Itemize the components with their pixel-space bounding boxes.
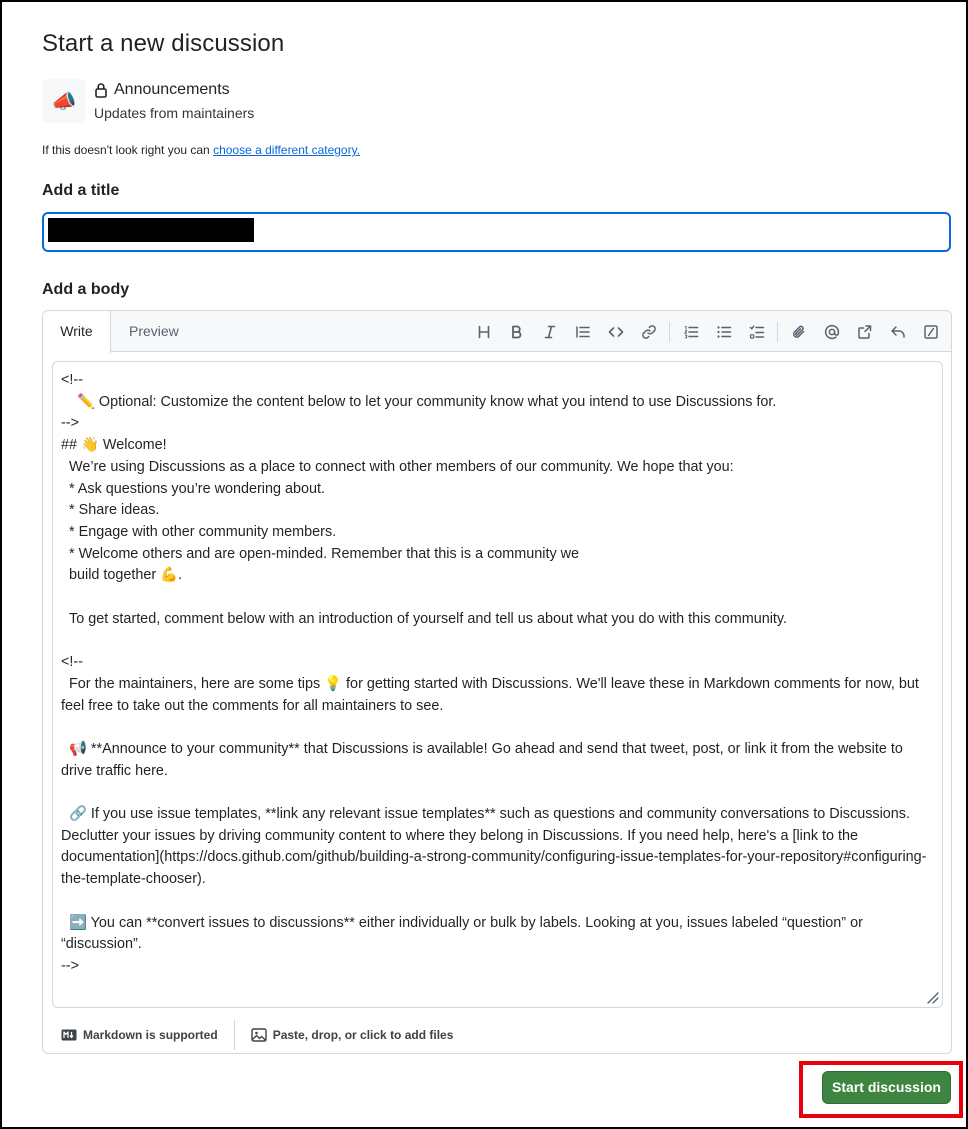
- heading-icon[interactable]: [467, 316, 500, 348]
- code-icon[interactable]: [599, 316, 632, 348]
- category-info: [94, 79, 254, 123]
- numbered-list-icon[interactable]: [674, 316, 707, 348]
- category-name: Announcements: [114, 81, 230, 98]
- mention-icon[interactable]: [815, 316, 848, 348]
- toolbar-divider: [777, 322, 778, 342]
- category-hint-text: If this doesn't look right you can: [42, 143, 214, 157]
- category-emoji: [42, 79, 86, 123]
- title-input[interactable]: [42, 212, 951, 252]
- redacted-title-value: [48, 218, 254, 242]
- choose-category-link[interactable]: choose a different category.: [213, 143, 361, 157]
- body-content: <!-- ✏️ Optional: Customize the content below to let your community know what you intend to use Discussions for. --> ## 👋 Welcome! We’re using Discussions as a place to connect with other members of our community. We hope that you: * Ask questions you’re wondering about. * Share ideas. * Engage with other community members. * Welcome others and are open-minded. Remember that this is a community we build together 💪. To get started, comment below with an introduction of yourself and tell us about what you do with this community. <!-- For the maintainers, here are some tips 💡 for getting started with Discussions. We'll leave these in Markdown comments for now, but feel free to take out the comments for all maintainers to see. 📢 **Announce to your community** that Discussions is available! Go ahead and send that tweet, post, or link it from the website to drive traffic here. 🔗 If you use issue templates, **link any relevant issue templates** such as questions and community conversations to Discussions. Declutter your issues by driving community content to where they belong in Discussions. If you need help, here's a [link to the documentation](https://docs.github.com/github/building-a-strong-community/configuring-issue-templates-for-your-repository#configuring-the-template-chooser). ➡️ You can **convert issues to discussions** either individually or bulk by labels. Looking at you, issues labeled “question” or “discussion”. -->: [61, 372, 927, 974]
- body-editor: [42, 310, 952, 1054]
- category-name-row: [94, 78, 254, 102]
- editor-header: [43, 311, 951, 352]
- attach-files-button[interactable]: [251, 1020, 454, 1050]
- footer-divider: [234, 1020, 235, 1050]
- body-textarea[interactable]: [52, 361, 943, 1008]
- category-description: Updates from maintainers: [94, 105, 255, 121]
- attach-icon[interactable]: [782, 316, 815, 348]
- formatting-toolbar: [467, 311, 947, 352]
- category-selector: [42, 79, 254, 123]
- page-title: Start a new discussion: [42, 30, 285, 57]
- markdown-supported-text: Markdown is supported: [83, 1028, 218, 1042]
- markdown-supported-link[interactable]: [61, 1020, 218, 1050]
- slash-command-icon[interactable]: [914, 316, 947, 348]
- quote-icon[interactable]: [566, 316, 599, 348]
- editor-footer: [43, 1016, 951, 1054]
- resize-handle-icon[interactable]: [925, 990, 939, 1004]
- lock-icon: [94, 82, 108, 98]
- italic-icon[interactable]: [533, 316, 566, 348]
- cross-reference-icon[interactable]: [848, 316, 881, 348]
- bold-icon[interactable]: [500, 316, 533, 348]
- body-label: Add a body: [42, 281, 130, 298]
- bulleted-list-icon[interactable]: [707, 316, 740, 348]
- title-label: Add a title: [42, 182, 120, 199]
- link-icon[interactable]: [632, 316, 665, 348]
- category-hint: [42, 143, 360, 157]
- attach-files-text: Paste, drop, or click to add files: [272, 1028, 454, 1042]
- tab-write[interactable]: Write: [43, 311, 111, 353]
- markdown-icon: [61, 1029, 77, 1041]
- start-discussion-button[interactable]: Start discussion: [822, 1071, 951, 1104]
- saved-reply-icon[interactable]: [881, 316, 914, 348]
- megaphone-icon: 📣: [51, 90, 77, 113]
- image-icon: [251, 1027, 267, 1043]
- tab-preview[interactable]: Preview: [129, 323, 179, 339]
- task-list-icon[interactable]: [740, 316, 773, 348]
- toolbar-divider: [669, 322, 670, 342]
